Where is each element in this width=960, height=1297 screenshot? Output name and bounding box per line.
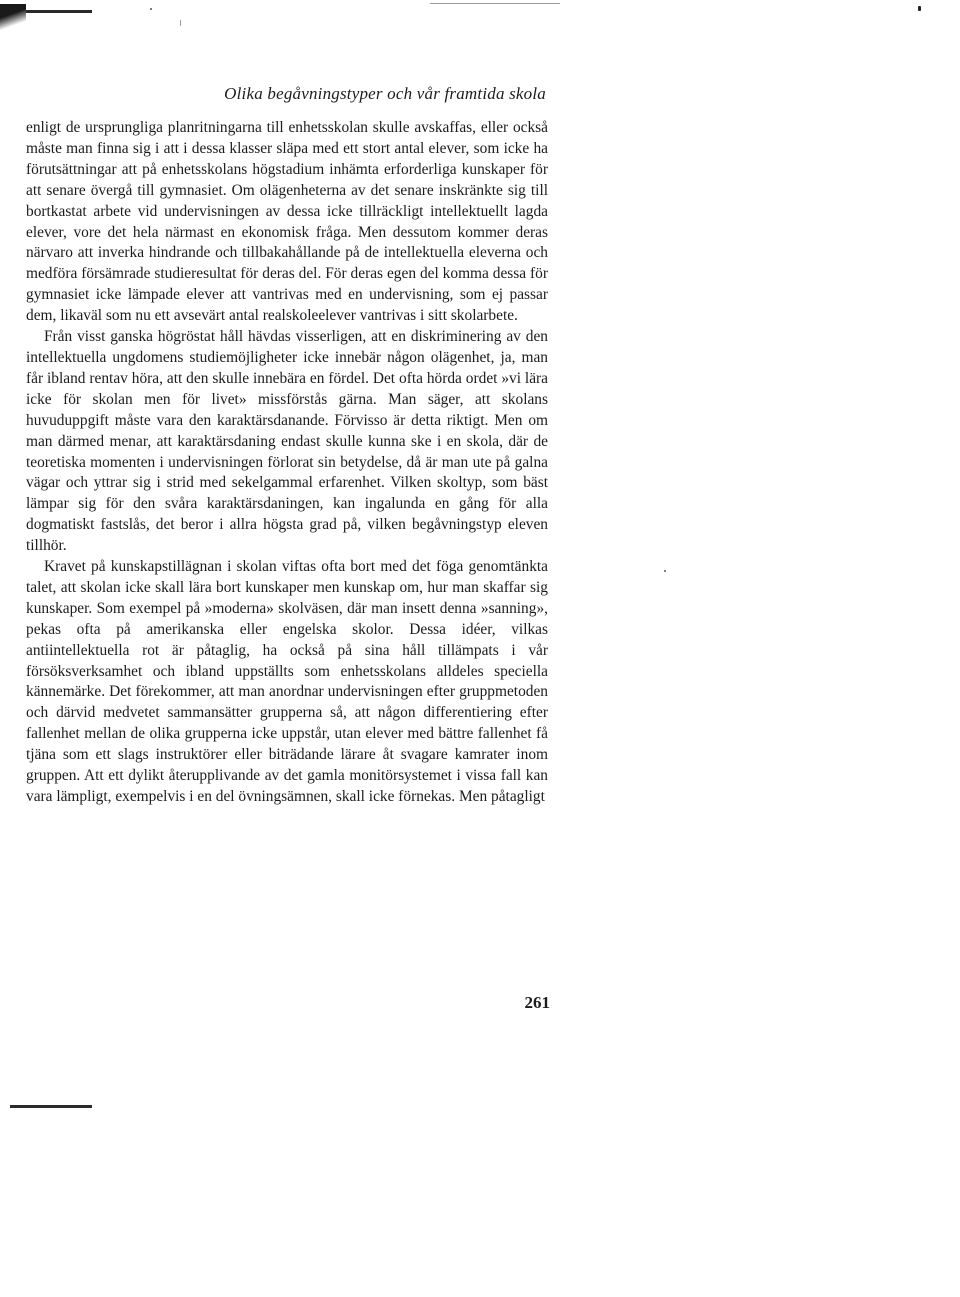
page-number: 261 xyxy=(524,993,550,1012)
dust-speck xyxy=(180,20,181,26)
scan-edge-line xyxy=(10,1105,92,1108)
scan-edge-line xyxy=(430,3,560,4)
running-head: Olika begåvningstyper och vår framtida skola xyxy=(224,84,546,103)
dust-speck xyxy=(150,8,152,10)
paragraph: Kravet på kunskapstillägnan i skolan viftas ofta bort med det föga genomtänkta talet, att skolan icke skall lära bort kunskaper men kunskap om, hur man skaffar sig kunskaper. Som exempel på »moderna» skolväsen, där man insett denna »sanning», pekas ofta på amerikanska eller engelska skolor. Dessa idéer, vilkas antiintellektuella rot är påtaglig, ha också på sina håll tillämpats i vår försöksverksamhet och ibland uppställts som enhetsskolans alldeles speciella kännemärke. Det förekommer, att man anordnar undervisningen efter gruppmetoden och därvid medvetet sammansätter grupperna så, att någon differentiering efter fallenhet mellan de olika grupperna icke uppstår, utan elever med bättre fallenhet få tjäna som ett slags instruktörer eller biträdande lärare åt svagare kamrater inom gruppen. Att ett dylikt återupplivande av det gamla monitörsystemet i vissa fall kan vara lämpligt, exempelvis i en del övningsämnen, skall icke förnekas. Men påtagligt xyxy=(26,558,548,805)
paragraph: Från visst ganska högröstat håll hävdas visserligen, att en diskriminering av den intellektuella ungdomens studiemöjligheter icke innebär någon olägenhet, ja, man får ibland rentav höra, att den skulle innebära en fördel. Det ofta hörda ordet »vi lära icke för skolan men för livet» missförstås gärna. Man säger, att skolans huvuduppgift måste vara den karaktärsdanande. Förvisso är detta riktigt. Men om man därmed menar, att karaktärsdaning endast skulle kunna ske i en skola, där de teoretiska momenten i undervisningen förlorat sin betydelse, då är man ute på galna vägar och yttrar sig i strid med sekelgammal erfarenhet. Vilken skoltyp, som bäst lämpar sig för den svåra karaktärsdaningen, kan ingalunda en gång för alla dogmatiskt fastslås, det beror i allra högsta grad på, vilken begåvningstyp eleven tillhör. xyxy=(26,328,548,555)
dust-speck xyxy=(664,570,666,572)
paragraph: enligt de ursprungliga planritningarna till enhetsskolan skulle avskaffas, eller också måste man finna sig i att i dessa klasser släpa med ett stort antal elever, som icke ha förutsättningar att på enhetsskolans högstadium inhämta erforderliga kunskaper för att senare övergå till gymnasiet. Om olägenheterna av det senare inskränkte sig till bortkastat arbete vid undervisningen av dessa icke tillräckligt intellektuellt lagda elever, vore det hela närmast en ekonomisk fråga. Men dessutom kommer deras närvaro att inverka hindrande och tillbakahållande på de intellektuella eleverna och medföra försämrade studieresultat för deras del. För deras egen del komma dessa för gymnasiet icke lämpade elever att vantrivas med en undervisning, som ej passar dem, likaväl som nu ett avsevärt antal realskoleelever vantrivas i sitt skolarbete. xyxy=(26,119,548,325)
body-text xyxy=(26,118,548,808)
scan-edge-mark xyxy=(0,4,92,30)
dust-speck xyxy=(918,6,921,11)
